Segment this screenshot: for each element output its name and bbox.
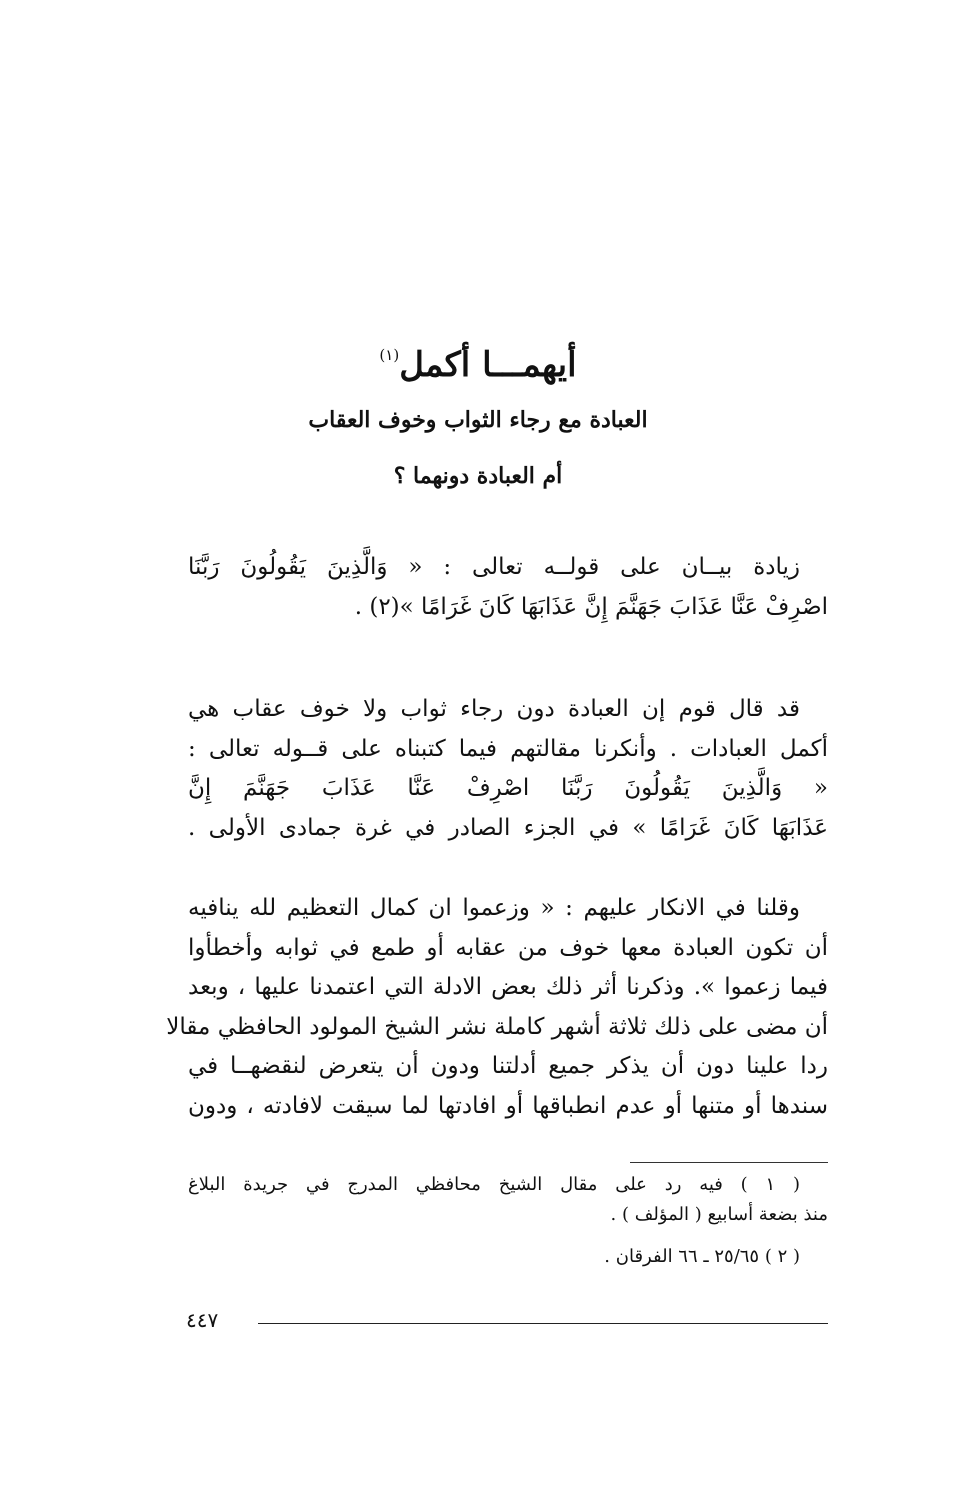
paragraph-line: أن تكون العبادة معها خوف من عقابه أو طمع في ثوابه وأخطأوا [188,934,828,961]
footnote-divider [630,1162,828,1163]
subtitle-1: العبادة مع رجاء الثواب وخوف العقاب [308,407,648,433]
paragraph-line: أن مضى على ذلك ثلاثة أشهر كاملة نشر الشيخ المولود الحافظي مقالا [166,1013,828,1040]
footnote-2: ( ٢ ) ٢٥/٦٥ ـ ٦٦ الفرقان . [604,1246,800,1267]
verse-intro [188,548,828,627]
paragraph-2 [166,889,828,1126]
footnote-line: منذ بضعة أسابيع ( المؤلف ) . [610,1204,828,1225]
chapter-title [0,330,956,390]
title-footnote-marker: (١) [379,346,400,364]
paragraph-1 [188,690,828,848]
verse-line: اصْرِفْ عَنَّا عَذَابَ جَهَنَّمَ إِنَّ عَذَابَهَا كَانَ غَرَامًا »(٢) . [354,593,828,620]
subtitle-2: أم العبادة دونهما ؟ [393,463,563,489]
footnotes [188,1170,828,1272]
footnote-line: ( ١ ) فيه رد على مقال الشيخ محافظي المدرج في جريدة البلاغ [188,1174,800,1195]
page-number-rule [258,1323,828,1324]
page-number: ٤٤٧ [186,1308,219,1332]
paragraph-line: أكمل العبادات . وأنكرنا مقالتهم فيما كتبناه على قــوله تعالى : [188,735,828,762]
paragraph-line: فيما زعموا ». وذكرنا أثر ذلك بعض الادلة التي اعتمدنا عليها ، وبعد [188,974,828,1000]
footnote-1 [188,1170,828,1230]
paragraph-line: عَذَابَهَا كَانَ غَرَامًا » في الجزء الصادر في غرة جمادى الأولى . [188,814,828,841]
paragraph-line: قد قال قوم إن العبادة دون رجاء ثواب ولا خوف عقاب هي [188,696,800,722]
paragraph-line: ردا علينا دون أن يذكر جميع أدلتنا ودون أن يتعرض لنقضهــا في [188,1053,828,1079]
paragraph-line: « وَالَّذِينَ يَقُولُونَ رَبَّنَا اصْرِفْ عَنَّا عَذَابَ جَهَنَّمَ إِنَّ [188,775,828,801]
paragraph-line: سندها أو متنها أو عدم انطباقها أو افادتها لما سيقت لافادته ، ودون [188,1092,828,1119]
verse-line: زيادة بيــان على قولــه تعالى : « وَالَّذِينَ يَقُولُونَ رَبَّنَا [188,554,800,580]
chapter-title-text: أيهمـــا أكمل [399,345,577,385]
paragraph-line: وقلنا في الانكار عليهم : « وزعموا ان كمال التعظيم لله ينافيه [188,895,800,921]
